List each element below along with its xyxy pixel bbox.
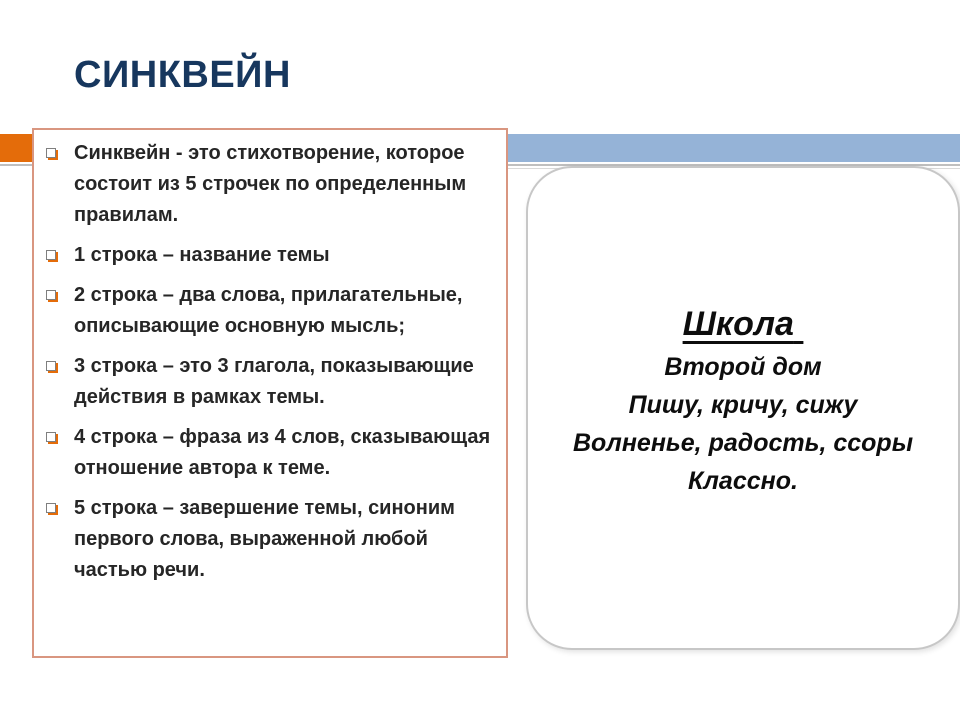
rule-item-line-4 [44,422,496,484]
rule-item-line-1 [44,240,496,271]
square-bullet-icon [46,148,56,158]
poem-line-1: Второй дом [664,353,822,381]
rule-item-line-5 [44,493,496,586]
poem-line-2: Пишу, кричу, сижу [628,391,858,419]
rules-list [34,130,506,586]
example-poem [528,302,958,500]
orange-accent-band [0,134,34,162]
square-bullet-icon [46,250,56,260]
rule-item-line-2 [44,280,496,342]
rule-text: Синквейн - это стихотворение, которое состоит из 5 строчек по определенным правилам. [74,142,467,226]
square-bullet-icon [46,432,56,442]
poem-title-text: Школа [682,305,794,343]
rule-text: 3 строка – это 3 глагола, показывающие действия в рамках темы. [74,355,474,408]
poem-line-3: Волненье, радость, ссоры [572,429,914,457]
blue-accent-band [508,134,960,162]
rule-text: 1 строка – название темы [74,244,330,266]
slide-title: СИНКВЕЙН [74,54,291,96]
poem-title [528,302,958,346]
example-card [526,166,960,650]
rules-box [32,128,508,658]
rule-item-definition [44,138,496,231]
square-bullet-icon [46,503,56,513]
square-bullet-icon [46,361,56,371]
rule-text: 4 строка – фраза из 4 слов, сказывающая отношение автора к теме. [74,426,491,479]
rule-item-line-3 [44,351,496,413]
poem-line-4: Классно. [688,467,798,495]
rule-text: 5 строка – завершение темы, синоним первого слова, выраженной любой частью речи. [74,497,455,581]
square-bullet-icon [46,290,56,300]
rule-text: 2 строка – два слова, прилагательные, описывающие основную мысль; [74,284,463,337]
